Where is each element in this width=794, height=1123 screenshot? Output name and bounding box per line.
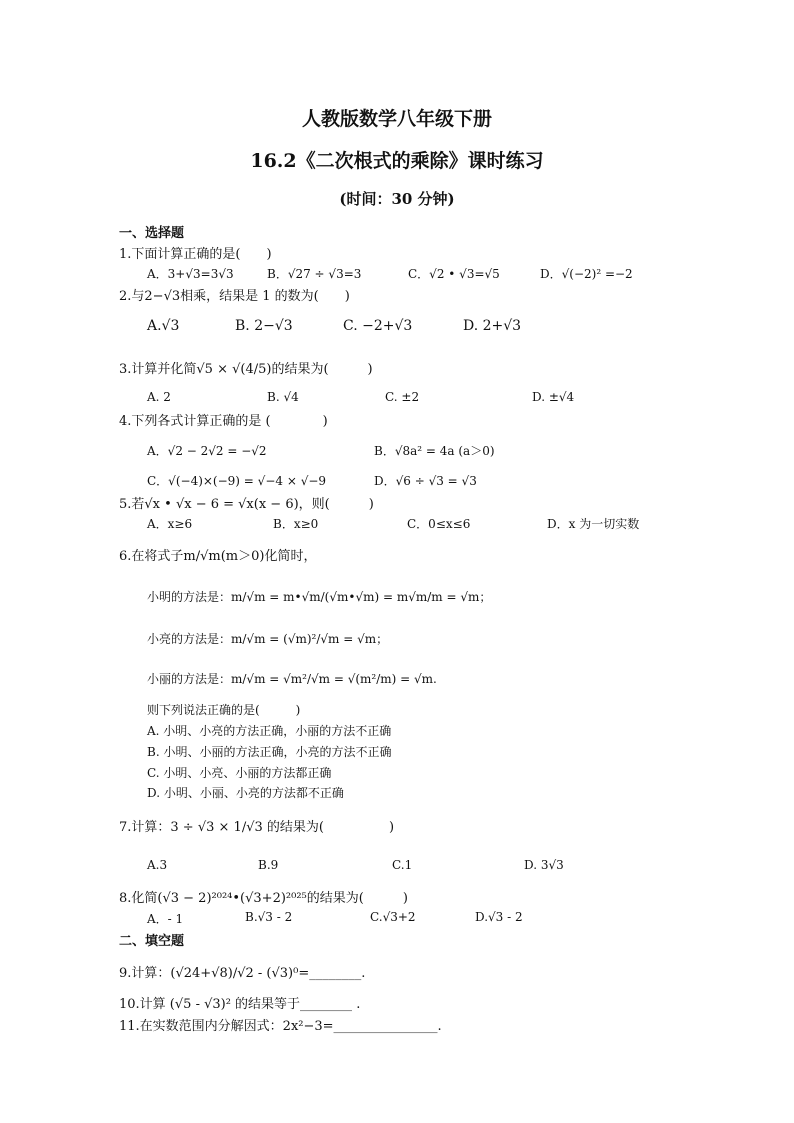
q7-option-a: A.3 xyxy=(147,858,168,872)
q8-option-d: D.√3 - 2 xyxy=(475,910,523,924)
q8-stem: 8.化简(√3 − 2)²⁰²⁴•(√3+2)²⁰²⁵的结果为( ) xyxy=(119,891,408,906)
time-limit: (时间：30 分钟) xyxy=(339,190,455,208)
q5-option-c: C．0≤x≤6 xyxy=(407,517,471,531)
q2-option-d: D. 2+√3 xyxy=(463,318,522,334)
q6-option-c: C. 小明、小亮、小丽的方法都正确 xyxy=(147,766,332,780)
q1-option-d: D．√(−2)² =−2 xyxy=(540,267,633,281)
q6-option-d: D. 小明、小丽、小亮的方法都不正确 xyxy=(147,786,344,800)
q4-option-c: C．√(−4)×(−9) = √−4 × √−9 xyxy=(147,474,327,488)
q5-option-a: A．x≥6 xyxy=(147,517,193,531)
q9-stem: 9.计算：(√24+√8)/√2 - (√3)⁰=________. xyxy=(119,966,366,981)
q3-option-b: B. √4 xyxy=(267,390,299,404)
page-title: 人教版数学八年级下册 xyxy=(301,108,492,130)
q3-stem: 3.计算并化简√5 × √(4/5)的结果为( ) xyxy=(119,362,373,377)
q11-stem: 11.在实数范围内分解因式：2x²−3=________________. xyxy=(119,1019,442,1034)
q5-option-b: B．x≥0 xyxy=(273,517,319,531)
q3-option-c: C. ±2 xyxy=(385,390,420,404)
q8-option-b: B.√3 - 2 xyxy=(245,910,293,924)
section-fill-title: 二、填空题 xyxy=(119,934,185,949)
q7-option-c: C.1 xyxy=(392,858,413,872)
q4-stem: 4.下列各式计算正确的是 ( ) xyxy=(119,414,328,429)
q1-option-b: B．√27 ÷ √3=3 xyxy=(267,267,362,281)
q7-stem: 7.计算：3 ÷ √3 × 1/√3 的结果为( ) xyxy=(119,820,395,835)
q6-ask: 则下列说法正确的是( ) xyxy=(147,703,301,717)
q4-option-d: D．√6 ÷ √3 = √3 xyxy=(374,474,477,488)
q1-option-c: C．√2 • √3=√5 xyxy=(408,267,500,281)
q2-option-c: C. −2+√3 xyxy=(343,318,413,334)
q3-option-a: A. 2 xyxy=(147,390,171,404)
q6-xiaoli-method: 小丽的方法是：m/√m = √m²/√m = √(m²/m) = √m. xyxy=(147,672,437,686)
q2-option-a: A.√3 xyxy=(147,318,180,334)
q6-option-a: A. 小明、小亮的方法正确，小丽的方法不正确 xyxy=(147,724,392,738)
q8-option-a: A．- 1 xyxy=(147,912,184,926)
q5-option-d: D．x 为一切实数 xyxy=(547,517,640,531)
section-choice-title: 一、选择题 xyxy=(119,226,185,241)
q7-option-d: D. 3√3 xyxy=(524,858,564,872)
q6-xiaoming-method: 小明的方法是：m/√m = m•√m/(√m•√m) = m√m/m = √m； xyxy=(147,590,492,604)
q8-option-c: C.√3+2 xyxy=(370,910,416,924)
q1-option-a: A．3+√3=3√3 xyxy=(147,267,234,281)
q1-stem: 1.下面计算正确的是( ) xyxy=(119,247,272,262)
q7-option-b: B.9 xyxy=(258,858,279,872)
q2-stem: 2.与2−√3相乘，结果是 1 的数为( ) xyxy=(119,289,350,304)
q10-stem: 10.计算 (√5 - √3)² 的结果等于________ . xyxy=(119,997,361,1012)
q4-option-a: A．√2 − 2√2 = −√2 xyxy=(147,444,267,458)
q6-xiaoliang-method: 小亮的方法是：m/√m = (√m)²/√m = √m； xyxy=(147,632,389,646)
q6-stem: 6.在将式子m/√m(m＞0)化简时， xyxy=(119,549,317,564)
page-subtitle: 16.2《二次根式的乘除》课时练习 xyxy=(250,150,544,172)
q6-option-b: B. 小明、小丽的方法正确，小亮的方法不正确 xyxy=(147,745,392,759)
q3-option-d: D. ±√4 xyxy=(532,390,575,404)
q4-option-b: B．√8a² = 4a (a＞0) xyxy=(374,444,495,458)
q2-option-b: B. 2−√3 xyxy=(235,318,293,334)
q5-stem: 5.若√x • √x − 6 = √x(x − 6)，则( ) xyxy=(119,497,374,512)
